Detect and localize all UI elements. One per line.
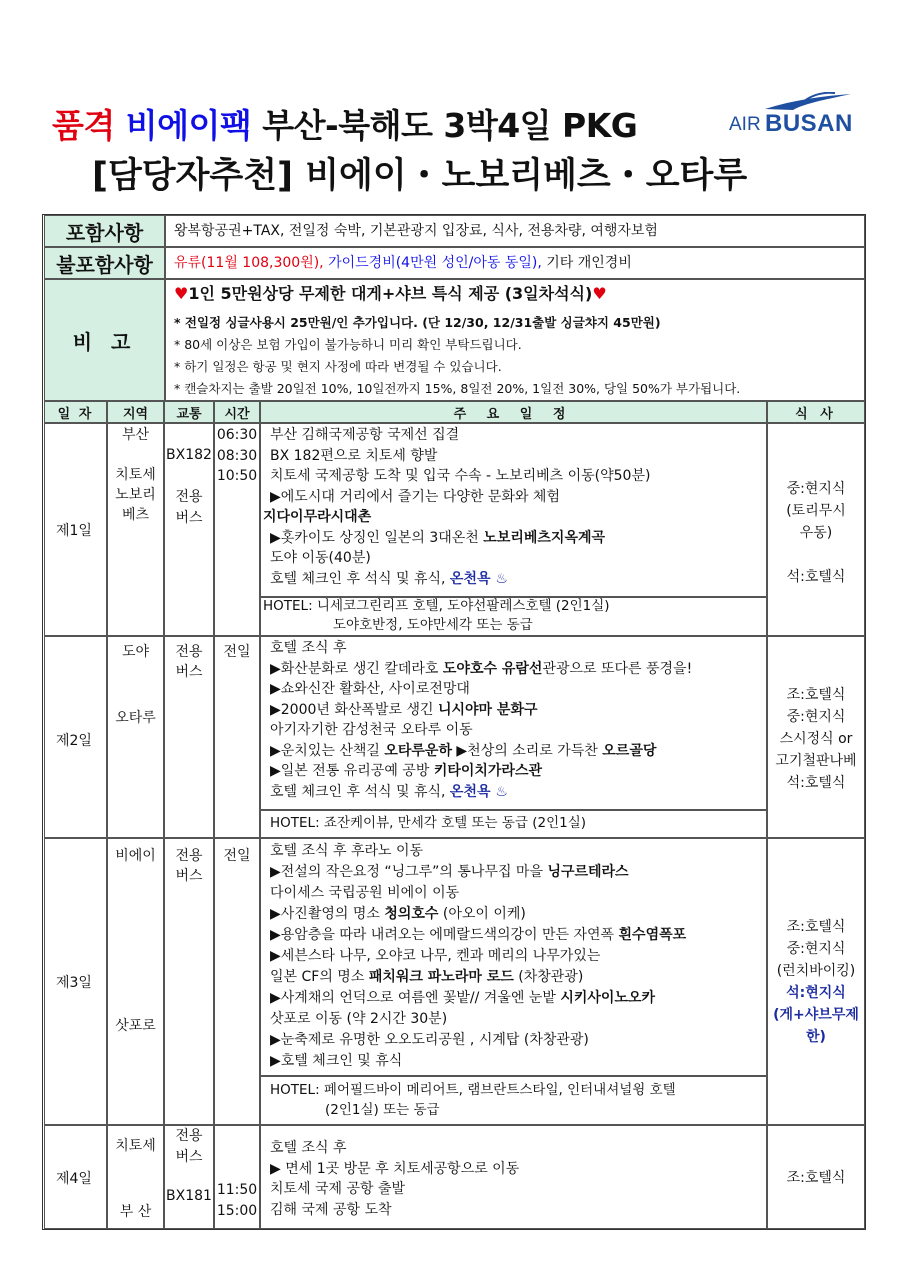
transport-item: 버스 <box>175 510 203 526</box>
hot-spring-icon: 온천욕 ♨ <box>449 570 508 587</box>
region-item: 부산 <box>121 427 150 443</box>
meal-item: 석:현지식 <box>786 985 846 1001</box>
air-busan-logo <box>729 96 853 140</box>
hot-spring-icon: 온천욕 ♨ <box>449 783 508 800</box>
schedule-item: 호텔 체크인 후 석식 및 휴식, 온천욕 ♨ <box>270 783 508 800</box>
transport-item: 전용 <box>175 1128 203 1144</box>
schedule-item: ▶에도시대 거리에서 즐기는 다양한 문화와 체험 <box>270 488 560 505</box>
region-item: 오타루 <box>115 710 156 726</box>
transport-item: 버스 <box>175 664 203 680</box>
schedule-item: ▶화산분화로 생긴 칼데라호 도야호수 유람선관광으로 또다른 풍경을! <box>270 660 693 677</box>
excluded-etc: 기타 개인경비 <box>546 255 632 271</box>
col-header-time: 시간 <box>214 401 260 423</box>
meal-item: 조:호텔식 <box>786 687 846 703</box>
flight-number: BX182 <box>166 447 212 463</box>
transport-list <box>164 846 214 886</box>
schedule-item: ▶사계채의 언덕으로 여름엔 꽃밭// 겨울엔 눈밭 시키사이노오카 <box>270 990 656 1006</box>
notes-line-2: * 80세 이상은 보험 가입이 불가능하니 미리 확인 부탁드립니다. <box>174 337 522 352</box>
schedule-item: 호텔 체크인 후 석식 및 휴식, 온천욕 ♨ <box>270 570 508 587</box>
included-text: 왕복항공권+TAX, 전일정 숙박, 기본관광지 입장료, 식사, 전용차량, 여행자보험 <box>174 223 658 239</box>
schedule-highlight: 청의호수 <box>384 906 439 922</box>
region-item: 치토세 <box>115 1138 156 1154</box>
meal-item: (토리무시 <box>786 503 846 519</box>
schedule-item: ▶용암층을 따라 내려오는 에메랄드색의강이 만든 자연폭 흰수염폭포 <box>270 927 687 943</box>
region-list <box>107 642 164 728</box>
meal-item: 중:현지식 <box>786 941 846 957</box>
hotel-item: HOTEL: 죠잔케이뷰, 만세각 호텔 또는 동급 (2인1실) <box>270 815 587 831</box>
region-list <box>107 425 164 525</box>
schedule-list <box>270 841 686 1072</box>
schedule-highlight: 키타이치가라스관 <box>433 763 543 779</box>
notes-line-1: * 전일정 싱글사용시 25만원/인 추가입니다. (단 12/30, 12/31출발 싱글챠지 45만원) <box>174 315 661 330</box>
excluded-box <box>165 247 865 279</box>
hotel-item: HOTEL: 니세코그린리프 호텔, 도야선팔레스호텔 (2인1실) <box>263 598 610 614</box>
time-item: 06:30 <box>216 427 258 443</box>
page-title <box>52 100 637 147</box>
schedule-item: ▶홋카이도 상징인 일본의 3대온천 노보리베츠지옥계곡 <box>270 529 606 546</box>
schedule-item: 치토세 국제 공항 출발 <box>270 1181 406 1197</box>
schedule-highlight: 흰수염폭포 <box>618 927 687 943</box>
transport-list <box>164 445 214 529</box>
schedule-highlight: 노보리베츠지옥계곡 <box>483 529 606 546</box>
logo-busan-text: BUSAN <box>765 110 853 137</box>
region-item: 도야 <box>121 644 150 660</box>
schedule-list <box>270 638 692 802</box>
day-label: 제4일 <box>56 1171 92 1187</box>
wing-icon <box>763 92 853 112</box>
included-box <box>165 215 865 247</box>
schedule-item: ▶세븐스타 나무, 오야코 나무, 켄과 메리의 나무가있는 <box>270 948 601 964</box>
schedule-item: 김해 국제 공항 도착 <box>270 1201 392 1218</box>
time-item: 10:50 <box>216 468 258 484</box>
meal-list <box>767 684 865 794</box>
region-item: 베츠 <box>121 507 150 523</box>
col-header-meal: 식 사 <box>767 401 865 423</box>
notes-highlight-text: 1인 5만원상당 무제한 대게+샤브 특식 제공 (3일차석식) <box>188 284 593 303</box>
hotel-item: (2인1실) 또는 동급 <box>325 1102 440 1118</box>
schedule-item: 도야 이동(40분) <box>270 550 371 566</box>
schedule-item: ▶일본 전통 유리공예 공방 키타이치가라스관 <box>270 763 543 779</box>
transport-item: 버스 <box>175 868 203 884</box>
meal-item: 고기철판나베 <box>775 753 857 769</box>
region-item: 부 산 <box>119 1204 152 1220</box>
transport-item: 전용 <box>175 489 203 505</box>
title-part-3: 부산-북해도 3박4일 PKG <box>262 106 638 145</box>
time-list <box>214 425 260 487</box>
schedule-item: ▶전설의 작은요정 “닝그루”의 통나무집 마을 닝구르테라스 <box>270 864 629 880</box>
time-cell <box>214 636 260 838</box>
excluded-guide: 가이드경비(4만원 성인/아동 동일), <box>328 255 542 271</box>
region-item: 비에이 <box>115 848 156 864</box>
transport-list <box>164 1126 214 1207</box>
schedule-item: ▶사진촬영의 명소 청의호수 (아오이 이케) <box>270 906 526 922</box>
time-item: 전일 <box>223 848 251 864</box>
excluded-text <box>174 254 632 272</box>
flight-number: BX181 <box>166 1188 212 1204</box>
title-part-1: 품격 <box>52 106 115 145</box>
notes-box <box>165 279 865 401</box>
schedule-item: 부산 김해국제공항 국제선 집결 <box>270 427 460 443</box>
schedule-item: ▶ 면세 1곳 방문 후 치토세공항으로 이동 <box>270 1160 520 1177</box>
transport-item: 전용 <box>175 644 203 660</box>
schedule-item: ▶호텔 체크인 및 휴식 <box>270 1053 403 1069</box>
col-header-day: 일 자 <box>44 401 107 423</box>
region-item: 치토세 <box>115 467 156 483</box>
time-list <box>214 1180 260 1221</box>
schedule-item: 치토세 국제공항 도착 및 입국 수속 - 노보리베츠 이동(약50분) <box>270 468 651 484</box>
meal-item: 중:현지식 <box>786 709 846 725</box>
schedule-highlight: 패치워크 파노라마 로드 <box>368 969 514 985</box>
schedule-item: 다이세스 국립공원 비에이 이동 <box>270 885 460 901</box>
meal-item: 스시정식 or <box>779 731 853 747</box>
col-header-transport: 교통 <box>164 401 214 423</box>
schedule-item: ▶운치있는 산책길 오타루운하 ▶천상의 소리로 가득찬 오르골당 <box>270 742 657 759</box>
schedule-item: 삿포로 이동 (약 2시간 30분) <box>270 1011 448 1027</box>
meal-item: 조:호텔식 <box>786 919 846 935</box>
title-part-2: 비에이팩 <box>125 106 252 145</box>
meal-item: 석:호텔식 <box>786 775 846 791</box>
day-label: 제3일 <box>56 975 92 991</box>
hotel-item: HOTEL: 페어필드바이 메리어트, 램브란트스타일, 인터내셔널윙 호텔 <box>270 1082 676 1098</box>
page-subtitle: [담당자추천] 비에이・노보리베츠・오타루 <box>92 156 748 196</box>
day-label: 제1일 <box>56 523 92 539</box>
schedule-item: ▶쇼와신잔 활화산, 사이로전망대 <box>270 681 470 697</box>
transport-list <box>164 642 214 682</box>
meal-item: (게+샤브무제 <box>773 1007 859 1023</box>
meal-item: 우동) <box>799 525 833 541</box>
heart-icon: ♥ <box>174 284 189 303</box>
col-header-schedule: 주 요 일 정 <box>260 401 767 423</box>
schedule-list <box>263 425 651 589</box>
schedule-item: 호텔 조식 후 후라노 이동 <box>270 843 424 859</box>
schedule-list <box>270 1138 519 1220</box>
hotel-list <box>263 597 610 635</box>
time-item: 전일 <box>223 644 251 660</box>
schedule-item: ▶2000년 화산폭발로 생긴 니시야마 분화구 <box>270 701 538 718</box>
meal-item: 중:현지식 <box>786 481 846 497</box>
time-item: 11:50 <box>216 1182 258 1198</box>
region-item: 노보리 <box>115 487 156 503</box>
schedule-highlight: 오타루운하 <box>384 742 452 759</box>
schedule-item: BX 182편으로 치토세 향발 <box>270 447 438 464</box>
time-item: 08:30 <box>216 447 258 464</box>
heart-icon: ♥ <box>592 284 607 303</box>
schedule-item: ▶눈축제로 유명한 오오도리공원 , 시계탑 (차창관광) <box>270 1032 589 1048</box>
schedule-highlight: 지다이무라시대촌 <box>263 509 372 525</box>
region-item: 삿포로 <box>115 1018 156 1034</box>
meal-list <box>767 478 865 588</box>
schedule-item: 호텔 조식 후 <box>270 1140 347 1156</box>
schedule-highlight: 오르골당 <box>602 742 657 759</box>
schedule-highlight: 니시야마 분화구 <box>437 701 538 718</box>
excluded-fuel: 유류(11월 108,300원), <box>174 255 324 271</box>
schedule-highlight: 시키사이노오카 <box>560 990 656 1006</box>
time-item: 15:00 <box>216 1202 258 1219</box>
meal-item: (런치바이킹) <box>776 963 856 979</box>
schedule-item: 아기자기한 감성천국 오타루 이동 <box>270 722 473 738</box>
hotel-list <box>270 1080 676 1120</box>
schedule-item: 일본 CF의 명소 패치워크 파노라마 로드 (차창관광) <box>270 969 584 985</box>
col-header-region: 지역 <box>107 401 164 423</box>
transport-item: 버스 <box>175 1149 203 1165</box>
meal-item: 조:호텔식 <box>786 1170 846 1186</box>
day-label: 제2일 <box>56 733 92 749</box>
notes-highlight <box>174 284 607 304</box>
meal-item: 석:호텔식 <box>786 569 846 585</box>
meal-list <box>767 916 865 1048</box>
schedule-item: 호텔 조식 후 <box>270 640 347 656</box>
excluded-label: 불포함사항 <box>44 247 165 279</box>
schedule-highlight: 닝구르테라스 <box>547 864 629 880</box>
meal-item: 한) <box>806 1029 826 1045</box>
logo-air-text: AIR <box>729 114 761 135</box>
notes-line-3: * 하기 일정은 항공 및 현지 사정에 따라 변경될 수 있습니다. <box>174 359 502 374</box>
included-label: 포함사항 <box>44 215 165 247</box>
hotel-item: 도야호반정, 도야만세각 또는 동급 <box>333 617 533 633</box>
notes-label: 비 고 <box>44 279 165 401</box>
time-cell <box>214 838 260 1125</box>
schedule-highlight: 도야호수 유람선 <box>442 660 543 677</box>
transport-item: 전용 <box>175 848 203 864</box>
notes-line-4: * 캔슬차지는 출발 20일전 10%, 10일전까지 15%, 8일전 20%, 1일전 30%, 당일 50%가 부가됩니다. <box>174 381 741 396</box>
region-cell <box>107 838 164 1125</box>
